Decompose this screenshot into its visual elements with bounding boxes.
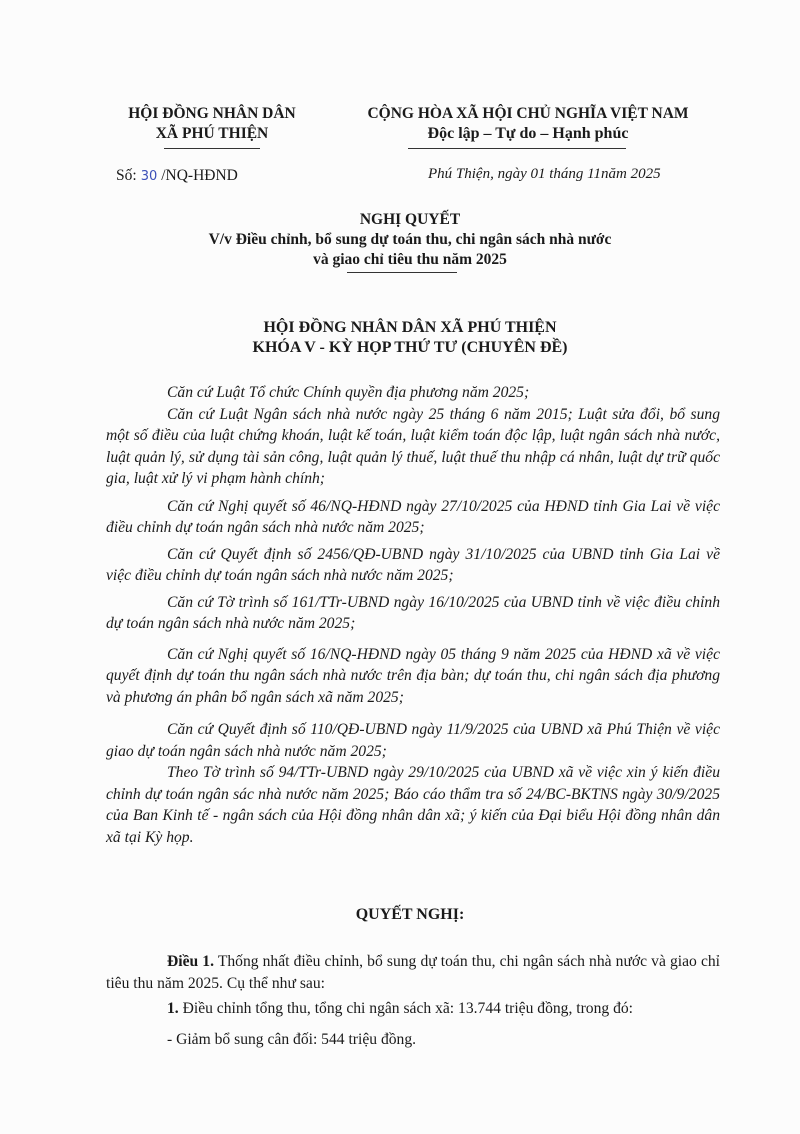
preamble-item: Theo Tờ trình số 94/TTr-UBND ngày 29/10/2025 của UBND xã về việc xin ý kiến điều chỉnh dự toán ngân sác nhà nước năm 2025; Báo cáo thẩm tra số 24/BC-BKTNS ngày 30/9/2025 của Ban Kinh tế - ngân sách của Hội đồng nhân dân xã; ý kiến của Đại biểu Hội đồng nhân dân xã tại Kỳ họp. — [106, 764, 720, 846]
nation-name: CỘNG HÒA XÃ HỘI CHỦ NGHĨA VIỆT NAM — [367, 105, 689, 122]
article-1-bullet-1: - Giảm bổ sung cân đối: 544 triệu đồng. — [167, 1030, 417, 1048]
document-title — [100, 210, 720, 270]
doc-number-suffix: /NQ-HĐND — [161, 167, 238, 184]
document-number — [116, 167, 238, 185]
doc-number-handwritten: 30 — [140, 169, 158, 184]
resolution-heading: QUYẾT NGHỊ: — [355, 906, 465, 923]
council-heading — [100, 318, 720, 358]
preamble-item: Căn cứ Nghị quyết số 46/NQ-HĐND ngày 27/10/2025 của HĐND tỉnh Gia Lai về việc điều chỉnh dự toán ngân sách nhà nước năm 2025; — [106, 497, 720, 536]
document-type: NGHỊ QUYẾT — [359, 211, 461, 228]
org-commune: XÃ PHÚ THIỆN — [155, 125, 269, 142]
item-1-label: 1. — [167, 1000, 179, 1017]
preamble-item: Căn cứ Quyết định số 110/QĐ-UBND ngày 11/9/2025 của UBND xã Phú Thiện về việc giao dự toán ngân sách nhà nước năm 2025; — [106, 721, 720, 760]
article-1-text: Thống nhất điều chỉnh, bổ sung dự toán thu, chi ngân sách nhà nước và giao chỉ tiêu thu năm 2025. Cụ thể như sau: — [106, 953, 721, 992]
preamble-item: Căn cứ Quyết định số 2456/QĐ-UBND ngày 31/10/2025 của UBND tỉnh Gia Lai về việc điều chỉnh dự toán ngân sách nhà nước năm 2025; — [106, 545, 720, 584]
issuing-organization — [112, 104, 312, 144]
org-name: HỘI ĐỒNG NHÂN DÂN — [128, 105, 296, 122]
council-name: HỘI ĐỒNG NHÂN DÂN XÃ PHÚ THIỆN — [263, 319, 557, 336]
article-1-intro — [106, 951, 720, 994]
motto-underline — [408, 148, 626, 149]
article-1 — [106, 951, 720, 1050]
preamble-item: Căn cứ Luật Tổ chức Chính quyền địa phương năm 2025; — [167, 384, 530, 401]
item-1-text: Điều chỉnh tổng thu, tổng chi ngân sách xã: 13.744 triệu đồng, trong đó: — [178, 1000, 634, 1017]
preamble — [106, 382, 720, 848]
subject-line-2: và giao chỉ tiêu thu năm 2025 — [313, 251, 507, 268]
org-underline — [164, 148, 260, 149]
article-1-item-1 — [106, 998, 720, 1020]
council-session: KHÓA V - KỲ HỌP THỨ TƯ (CHUYÊN ĐỀ) — [252, 339, 568, 356]
doc-number-prefix: Số: — [116, 167, 137, 184]
preamble-item: Căn cứ Nghị quyết số 16/NQ-HĐND ngày 05 tháng 9 năm 2025 của HĐND xã về việc quyết định dự toán thu ngân sách nhà nước trên địa bàn; dự toán thu, chi ngân sách địa phương và phương án phân bổ ngân sách xã năm 2025; — [106, 645, 720, 706]
subject-line-1: V/v Điều chỉnh, bổ sung dự toán thu, chi ngân sách nhà nước — [208, 231, 612, 248]
nation-motto: Độc lập – Tự do – Hạnh phúc — [427, 125, 629, 142]
title-underline — [347, 272, 457, 273]
preamble-item: Căn cứ Tờ trình số 161/TTr-UBND ngày 16/10/2025 của UBND tỉnh về việc điều chỉnh dự toán ngân sách nhà nước năm 2025; — [106, 593, 720, 632]
preamble-item: Căn cứ Luật Ngân sách nhà nước ngày 25 tháng 6 năm 2015; Luật sửa đổi, bổ sung một số điều của luật chứng khoán, luật kế toán, luật kiểm toán độc lập, luật ngân sách nhà nước, luật quản lý, sử dụng tài sản công, luật quản lý thuế, luật thuế thu nhập cá nhân, luật dự trữ quốc gia, luật xử lý vi phạm hành chính; — [106, 405, 720, 487]
place-date: Phú Thiện, ngày 01 tháng 11năm 2025 — [428, 166, 661, 182]
article-1-label: Điều 1. — [167, 953, 214, 970]
national-motto — [338, 104, 718, 144]
